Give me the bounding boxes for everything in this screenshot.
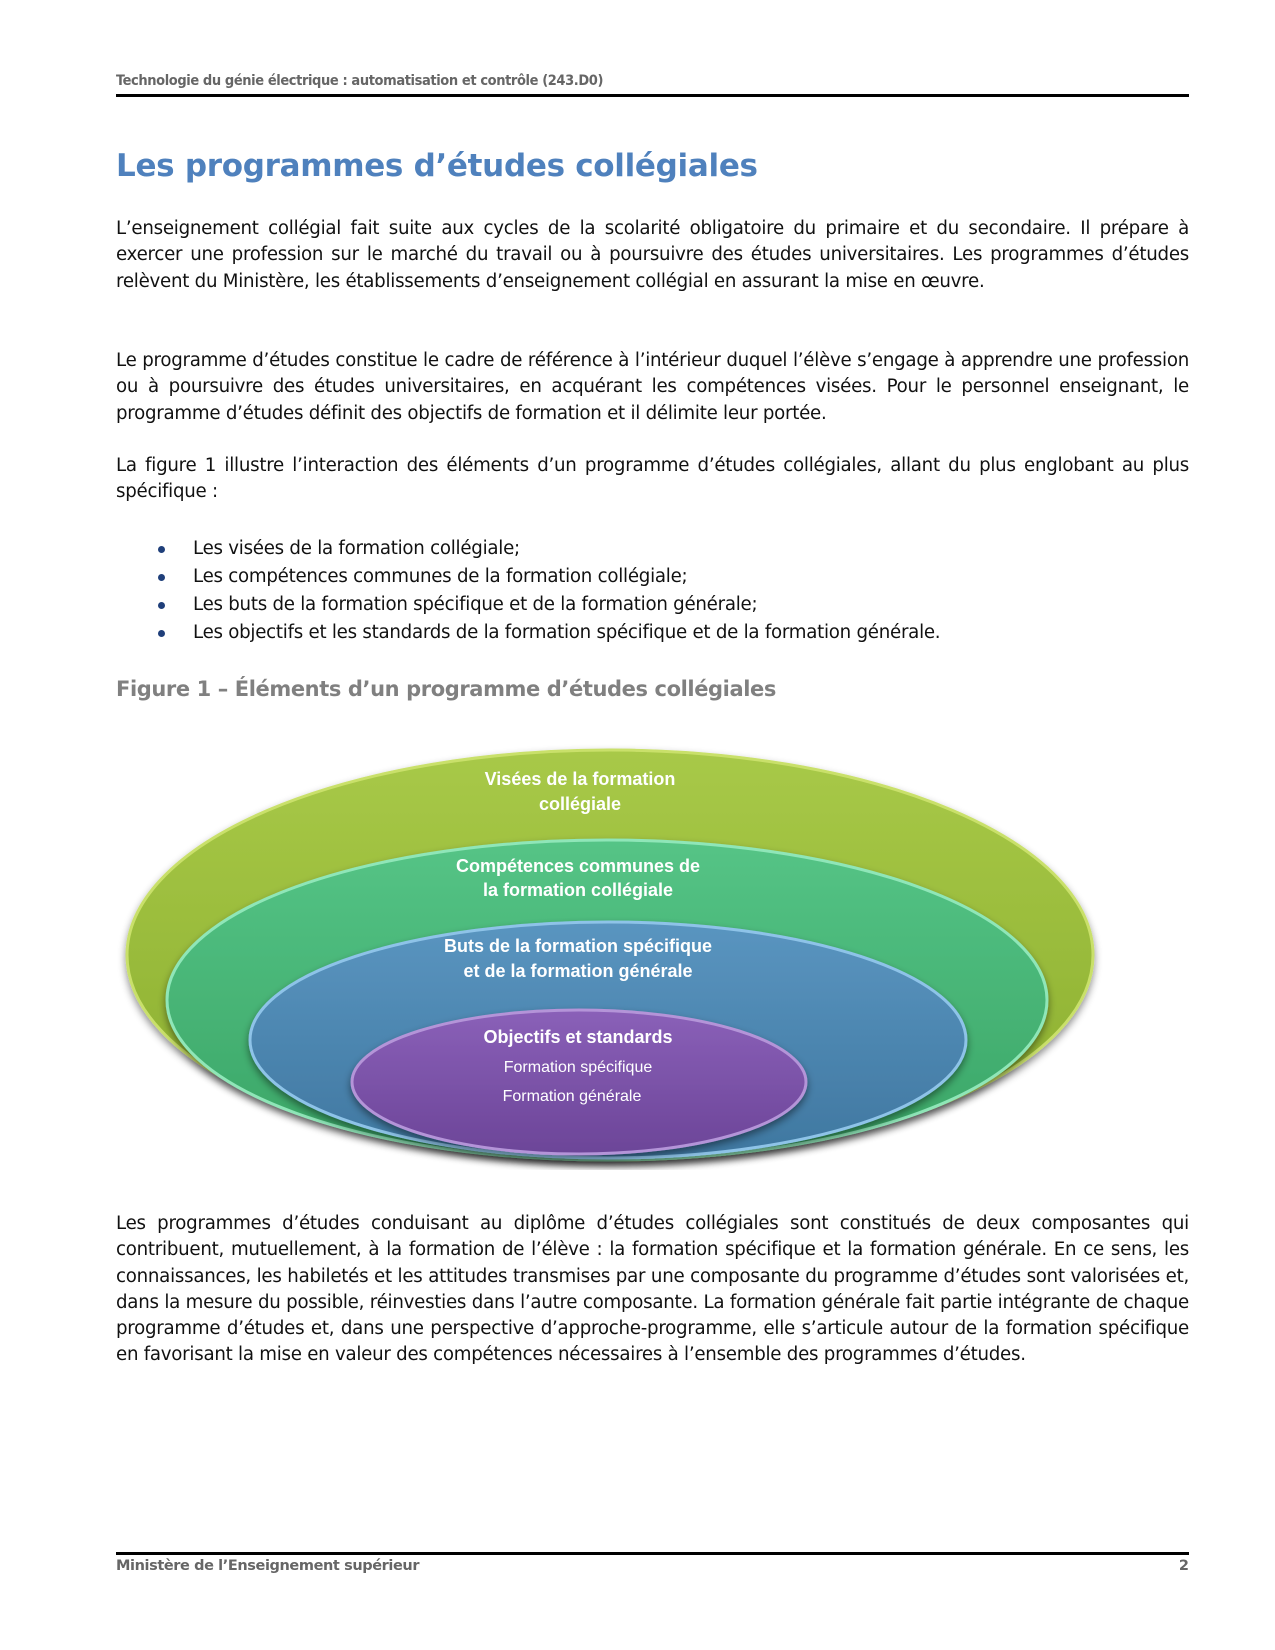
- figure-caption: Figure 1 – Éléments d’un programme d’études collégiales: [116, 677, 776, 701]
- layer-objectifs-line1: Objectifs et standards: [483, 1027, 673, 1047]
- page-number: 2: [1178, 1558, 1189, 1574]
- list-item-text: Les buts de la formation spécifique et de la formation générale;: [193, 594, 758, 615]
- layer-visees-line1: Visées de la formation: [484, 769, 676, 789]
- layer-buts-line1: Buts de la formation spécifique: [443, 936, 713, 956]
- bullet-icon: [158, 574, 165, 581]
- bullet-icon: [158, 602, 165, 609]
- footer-rule: [116, 1552, 1189, 1555]
- paragraph-programme: Le programme d’études constitue le cadre de référence à l’intérieur duquel l’élève s’engage à apprendre une profession ou à poursuivre des études universitaires, en acquérant les compétences visées. Pour le personnel enseignant, le programme d’études définit des objectifs de formation et il délimite leur portée.: [116, 350, 1189, 424]
- list-item: [116, 619, 940, 647]
- paragraph-intro: L’enseignement collégial fait suite aux cycles de la scolarité obligatoire du primaire et du secondaire. Il prépare à exercer une profession sur le marché du travail ou à poursuivre des études universitaires. Les programmes d’études relèvent du Ministère, les établissements d’enseignement collégial en assurant la mise en œuvre.: [116, 218, 1189, 292]
- bullet-icon: [158, 546, 165, 553]
- layer-buts-line2: et de la formation générale: [463, 961, 693, 981]
- layer-objectifs: [352, 1010, 806, 1154]
- paragraph-composantes: Les programmes d’études conduisant au diplôme d’études collégiales sont constitués de deux composantes qui contribuent, mutuellement, à la formation de l’élève : la formation spécifique et la formation générale. En ce sens, les connaissances, les habiletés et les attitudes transmises par une composante du programme d’études sont valorisées et, dans la mesure du possible, réinvesties dans l’autre composante. La formation générale fait partie intégrante de chaque programme d’études et, dans une perspective d’approche-programme, elle s’articule autour de la formation spécifique en favorisant la mise en valeur des compétences nécessaires à l’ensemble des programmes d’études.: [116, 1213, 1189, 1366]
- bullet-icon: [158, 630, 165, 637]
- running-header: Technologie du génie électrique : automatisation et contrôle (243.D0): [116, 73, 604, 89]
- layer-objectifs-line3: Formation générale: [502, 1088, 642, 1105]
- list-item-text: Les compétences communes de la formation collégiale;: [193, 566, 688, 587]
- layer-competences-line1: Compétences communes de: [455, 856, 701, 876]
- nested-ellipse-diagram: [110, 730, 1110, 1170]
- list-item-text: Les objectifs et les standards de la formation spécifique et de la formation générale.: [193, 622, 941, 643]
- footer-publisher: Ministère de l’Enseignement supérieur: [116, 1558, 420, 1574]
- paragraph-figure-intro: La figure 1 illustre l’interaction des éléments d’un programme d’études collégiales, allant du plus englobant au plus spécifique :: [116, 455, 1189, 503]
- layer-competences-line2: la formation collégiale: [482, 880, 674, 900]
- list-item: [116, 563, 940, 591]
- list-item: [116, 591, 940, 619]
- header-rule: [116, 94, 1189, 97]
- list-item: [116, 535, 940, 563]
- elements-list: [116, 535, 940, 647]
- layer-objectifs-line2: Formation spécifique: [503, 1059, 653, 1076]
- page-title: Les programmes d’études collégiales: [116, 148, 758, 184]
- layer-visees-line2: collégiale: [538, 794, 622, 814]
- list-item-text: Les visées de la formation collégiale;: [193, 538, 520, 559]
